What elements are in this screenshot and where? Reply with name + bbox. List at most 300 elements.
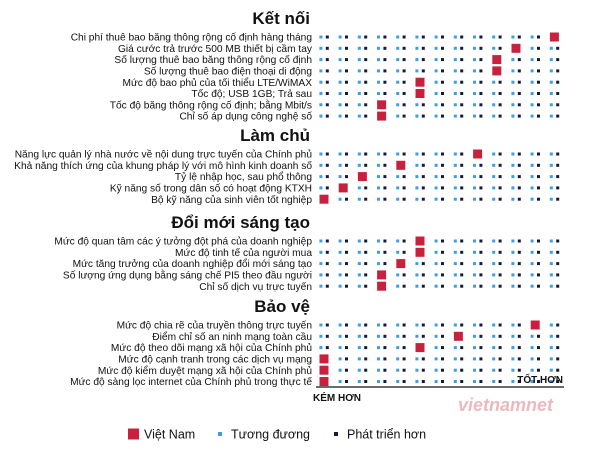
developed-dot	[479, 47, 482, 50]
developed-dot	[499, 335, 502, 338]
developed-dot	[326, 69, 329, 72]
similar-dot	[339, 369, 342, 372]
developed-dot	[479, 103, 482, 106]
developed-dot	[383, 47, 386, 50]
developed-dot	[441, 198, 444, 201]
developed-dot	[364, 380, 367, 383]
similar-dot	[492, 36, 495, 39]
chart-row	[70, 376, 559, 388]
similar-dot	[492, 240, 495, 243]
similar-dot	[377, 198, 380, 201]
row-label: Mức độ chia rẽ của truyền thông trực tuyến	[116, 320, 312, 332]
developed-dot	[518, 164, 521, 167]
developed-dot	[518, 36, 521, 39]
similar-dot	[473, 380, 476, 383]
developed-dot	[499, 240, 502, 243]
similar-dot	[511, 357, 514, 360]
similar-dot	[358, 164, 361, 167]
legend-swatch-developed	[334, 432, 338, 436]
similar-dot	[396, 115, 399, 118]
developed-dot	[499, 103, 502, 106]
developed-dot	[518, 153, 521, 156]
similar-dot	[511, 164, 514, 167]
developed-dot	[537, 240, 540, 243]
similar-dot	[473, 324, 476, 327]
vietnam-marker	[512, 44, 521, 53]
similar-dot	[550, 369, 553, 372]
developed-dot	[403, 81, 406, 84]
developed-dot	[403, 58, 406, 61]
chart-row	[15, 149, 559, 161]
developed-dot	[345, 324, 348, 327]
similar-dot	[550, 198, 553, 201]
developed-dot	[499, 47, 502, 50]
developed-dot	[441, 285, 444, 288]
developed-dot	[403, 153, 406, 156]
developed-dot	[422, 262, 425, 265]
developed-dot	[499, 251, 502, 254]
chart-row	[199, 281, 559, 293]
developed-dot	[460, 81, 463, 84]
developed-dot	[441, 81, 444, 84]
developed-dot	[460, 103, 463, 106]
similar-dot	[511, 103, 514, 106]
developed-dot	[518, 198, 521, 201]
similar-dot	[339, 175, 342, 178]
similar-dot	[454, 369, 457, 372]
developed-dot	[422, 115, 425, 118]
developed-dot	[383, 92, 386, 95]
developed-dot	[383, 357, 386, 360]
similar-dot	[396, 36, 399, 39]
similar-dot	[511, 262, 514, 265]
developed-dot	[441, 262, 444, 265]
similar-dot	[415, 69, 418, 72]
similar-dot	[319, 175, 322, 178]
developed-dot	[422, 153, 425, 156]
similar-dot	[550, 153, 553, 156]
developed-dot	[364, 69, 367, 72]
similar-dot	[339, 103, 342, 106]
vietnam-marker	[396, 161, 405, 170]
similar-dot	[319, 36, 322, 39]
similar-dot	[339, 47, 342, 50]
developed-dot	[441, 273, 444, 276]
chart-row	[71, 32, 559, 44]
developed-dot	[556, 47, 559, 50]
developed-dot	[422, 103, 425, 106]
vietnam-marker	[320, 377, 329, 386]
chart-row	[175, 247, 559, 259]
similar-dot	[473, 285, 476, 288]
similar-dot	[511, 380, 514, 383]
similar-dot	[319, 240, 322, 243]
similar-dot	[377, 380, 380, 383]
similar-dot	[396, 198, 399, 201]
similar-dot	[377, 164, 380, 167]
developed-dot	[441, 357, 444, 360]
developed-dot	[403, 69, 406, 72]
vietnam-marker	[492, 66, 501, 75]
developed-dot	[460, 251, 463, 254]
similar-dot	[415, 198, 418, 201]
similar-dot	[531, 164, 534, 167]
similar-dot	[435, 186, 438, 189]
developed-dot	[499, 273, 502, 276]
similar-dot	[454, 251, 457, 254]
vietnam-marker	[454, 332, 463, 341]
developed-dot	[518, 357, 521, 360]
similar-dot	[396, 380, 399, 383]
developed-dot	[537, 92, 540, 95]
similar-dot	[396, 175, 399, 178]
similar-dot	[454, 115, 457, 118]
developed-dot	[326, 47, 329, 50]
developed-dot	[518, 81, 521, 84]
vietnam-marker	[320, 195, 329, 204]
similar-dot	[319, 346, 322, 349]
developed-dot	[499, 285, 502, 288]
similar-dot	[415, 324, 418, 327]
similar-dot	[396, 251, 399, 254]
developed-dot	[537, 251, 540, 254]
similar-dot	[435, 164, 438, 167]
developed-dot	[345, 175, 348, 178]
similar-dot	[550, 69, 553, 72]
similar-dot	[531, 69, 534, 72]
developed-dot	[326, 175, 329, 178]
developed-dot	[383, 36, 386, 39]
vietnam-marker	[377, 270, 386, 279]
developed-dot	[479, 69, 482, 72]
developed-dot	[460, 186, 463, 189]
similar-dot	[339, 36, 342, 39]
similar-dot	[396, 324, 399, 327]
similar-dot	[415, 115, 418, 118]
developed-dot	[364, 164, 367, 167]
row-label: Giá cước trả trước 500 MB thiết bị cầm tay	[117, 43, 312, 55]
developed-dot	[556, 357, 559, 360]
developed-dot	[345, 369, 348, 372]
similar-dot	[339, 81, 342, 84]
developed-dot	[364, 240, 367, 243]
row-label: Chi phí thuê bao băng thông rộng cố định hàng tháng	[70, 32, 312, 44]
similar-dot	[396, 186, 399, 189]
similar-dot	[415, 164, 418, 167]
developed-dot	[537, 369, 540, 372]
similar-dot	[339, 69, 342, 72]
similar-dot	[473, 92, 476, 95]
row-label: Bộ kỹ năng của sinh viên tốt nghiệp	[151, 194, 312, 206]
similar-dot	[492, 380, 495, 383]
developed-dot	[364, 335, 367, 338]
similar-dot	[454, 58, 457, 61]
developed-dot	[556, 58, 559, 61]
row-label: Mức độ sàng lọc internet của Chính phủ trong thực tế	[70, 377, 312, 389]
developed-dot	[441, 380, 444, 383]
similar-dot	[492, 81, 495, 84]
similar-dot	[396, 103, 399, 106]
developed-dot	[326, 335, 329, 338]
similar-dot	[377, 69, 380, 72]
developed-dot	[403, 285, 406, 288]
developed-dot	[556, 346, 559, 349]
vietnam-marker	[396, 259, 405, 268]
developed-dot	[556, 92, 559, 95]
similar-dot	[377, 81, 380, 84]
developed-dot	[422, 175, 425, 178]
similar-dot	[454, 380, 457, 383]
similar-dot	[454, 346, 457, 349]
developed-dot	[441, 153, 444, 156]
axis-right-label: TỐT HƠN	[517, 375, 563, 386]
similar-dot	[531, 36, 534, 39]
similar-dot	[550, 81, 553, 84]
developed-dot	[345, 251, 348, 254]
developed-dot	[479, 198, 482, 201]
developed-dot	[326, 115, 329, 118]
similar-dot	[492, 186, 495, 189]
vietnam-marker	[320, 366, 329, 375]
similar-dot	[492, 262, 495, 265]
similar-dot	[454, 186, 457, 189]
similar-dot	[396, 346, 399, 349]
similar-dot	[511, 285, 514, 288]
similar-dot	[473, 240, 476, 243]
developed-dot	[460, 58, 463, 61]
developed-dot	[383, 153, 386, 156]
similar-dot	[454, 240, 457, 243]
developed-dot	[441, 335, 444, 338]
developed-dot	[441, 369, 444, 372]
developed-dot	[326, 346, 329, 349]
similar-dot	[550, 285, 553, 288]
section-title: Bảo vệ	[254, 297, 310, 316]
legend-swatch-similar	[218, 432, 222, 436]
developed-dot	[326, 324, 329, 327]
vietnam-marker	[416, 343, 425, 352]
developed-dot	[364, 103, 367, 106]
similar-dot	[377, 153, 380, 156]
section-title: Đổi mới sáng tạo	[171, 213, 310, 232]
chart-row	[14, 160, 559, 172]
developed-dot	[364, 198, 367, 201]
developed-dot	[518, 69, 521, 72]
similar-dot	[377, 47, 380, 50]
developed-dot	[518, 262, 521, 265]
developed-dot	[403, 273, 406, 276]
similar-dot	[358, 58, 361, 61]
similar-dot	[339, 115, 342, 118]
developed-dot	[441, 47, 444, 50]
similar-dot	[454, 47, 457, 50]
developed-dot	[499, 369, 502, 372]
developed-dot	[326, 285, 329, 288]
similar-dot	[377, 92, 380, 95]
similar-dot	[358, 240, 361, 243]
similar-dot	[531, 47, 534, 50]
developed-dot	[403, 369, 406, 372]
developed-dot	[537, 103, 540, 106]
similar-dot	[473, 69, 476, 72]
chart-row	[54, 236, 559, 248]
similar-dot	[531, 251, 534, 254]
legend-label: Tương đương	[231, 427, 310, 442]
developed-dot	[460, 36, 463, 39]
similar-dot	[339, 58, 342, 61]
developed-dot	[345, 262, 348, 265]
similar-dot	[492, 115, 495, 118]
similar-dot	[511, 198, 514, 201]
developed-dot	[537, 285, 540, 288]
developed-dot	[479, 380, 482, 383]
developed-dot	[537, 58, 540, 61]
similar-dot	[511, 36, 514, 39]
similar-dot	[435, 175, 438, 178]
developed-dot	[441, 251, 444, 254]
similar-dot	[358, 198, 361, 201]
developed-dot	[556, 186, 559, 189]
developed-dot	[556, 164, 559, 167]
similar-dot	[550, 186, 553, 189]
developed-dot	[479, 251, 482, 254]
similar-dot	[319, 115, 322, 118]
similar-dot	[550, 58, 553, 61]
similar-dot	[550, 273, 553, 276]
developed-dot	[364, 153, 367, 156]
section-title: Kết nối	[252, 9, 310, 28]
developed-dot	[556, 69, 559, 72]
similar-dot	[339, 262, 342, 265]
developed-dot	[460, 262, 463, 265]
similar-dot	[319, 324, 322, 327]
similar-dot	[473, 47, 476, 50]
row-label: Tỷ lệ nhập học, sau phổ thông	[174, 172, 312, 184]
similar-dot	[550, 357, 553, 360]
developed-dot	[537, 164, 540, 167]
chart-row	[118, 354, 559, 365]
developed-dot	[403, 115, 406, 118]
section-title: Làm chủ	[240, 126, 310, 145]
similar-dot	[435, 103, 438, 106]
similar-dot	[435, 36, 438, 39]
chart-row	[179, 111, 559, 123]
similar-dot	[319, 285, 322, 288]
similar-dot	[319, 47, 322, 50]
similar-dot	[415, 175, 418, 178]
developed-dot	[518, 92, 521, 95]
developed-dot	[345, 58, 348, 61]
developed-dot	[326, 58, 329, 61]
similar-dot	[358, 47, 361, 50]
chart-row	[98, 365, 559, 377]
vietnam-marker	[416, 237, 425, 246]
developed-dot	[403, 380, 406, 383]
similar-dot	[511, 186, 514, 189]
developed-dot	[537, 346, 540, 349]
developed-dot	[460, 153, 463, 156]
similar-dot	[415, 153, 418, 156]
chart-row	[144, 66, 559, 78]
similar-dot	[511, 81, 514, 84]
developed-dot	[383, 346, 386, 349]
developed-dot	[345, 357, 348, 360]
similar-dot	[511, 92, 514, 95]
similar-dot	[511, 240, 514, 243]
developed-dot	[403, 198, 406, 201]
similar-dot	[339, 240, 342, 243]
developed-dot	[556, 240, 559, 243]
developed-dot	[518, 103, 521, 106]
developed-dot	[422, 58, 425, 61]
developed-dot	[383, 335, 386, 338]
similar-dot	[435, 346, 438, 349]
similar-dot	[358, 335, 361, 338]
developed-dot	[345, 69, 348, 72]
similar-dot	[492, 92, 495, 95]
developed-dot	[479, 335, 482, 338]
developed-dot	[556, 115, 559, 118]
similar-dot	[358, 69, 361, 72]
vietnam-marker	[377, 282, 386, 291]
developed-dot	[326, 251, 329, 254]
similar-dot	[377, 262, 380, 265]
similar-dot	[435, 380, 438, 383]
developed-dot	[383, 69, 386, 72]
developed-dot	[479, 164, 482, 167]
developed-dot	[422, 285, 425, 288]
developed-dot	[326, 81, 329, 84]
similar-dot	[435, 262, 438, 265]
similar-dot	[358, 324, 361, 327]
similar-dot	[492, 324, 495, 327]
similar-dot	[415, 262, 418, 265]
similar-dot	[396, 369, 399, 372]
developed-dot	[556, 273, 559, 276]
developed-dot	[422, 324, 425, 327]
developed-dot	[345, 346, 348, 349]
watermark-logo: vietnamnet	[457, 395, 553, 415]
developed-dot	[518, 186, 521, 189]
similar-dot	[435, 69, 438, 72]
similar-dot	[377, 369, 380, 372]
similar-dot	[454, 324, 457, 327]
similar-dot	[550, 324, 553, 327]
similar-dot	[435, 58, 438, 61]
similar-dot	[492, 335, 495, 338]
developed-dot	[499, 81, 502, 84]
chart-row	[117, 320, 560, 332]
row-label: Chỉ số áp dụng công nghệ số	[179, 111, 312, 123]
developed-dot	[499, 380, 502, 383]
developed-dot	[364, 273, 367, 276]
similar-dot	[377, 335, 380, 338]
chart-row	[110, 98, 559, 111]
similar-dot	[358, 92, 361, 95]
developed-dot	[499, 198, 502, 201]
developed-dot	[345, 164, 348, 167]
similar-dot	[339, 285, 342, 288]
similar-dot	[377, 36, 380, 39]
similar-dot	[531, 357, 534, 360]
similar-dot	[377, 240, 380, 243]
similar-dot	[454, 81, 457, 84]
developed-dot	[383, 198, 386, 201]
developed-dot	[460, 164, 463, 167]
similar-dot	[531, 81, 534, 84]
row-label: Điểm chỉ số an ninh mạng toàn cầu	[152, 331, 312, 343]
developed-dot	[383, 164, 386, 167]
